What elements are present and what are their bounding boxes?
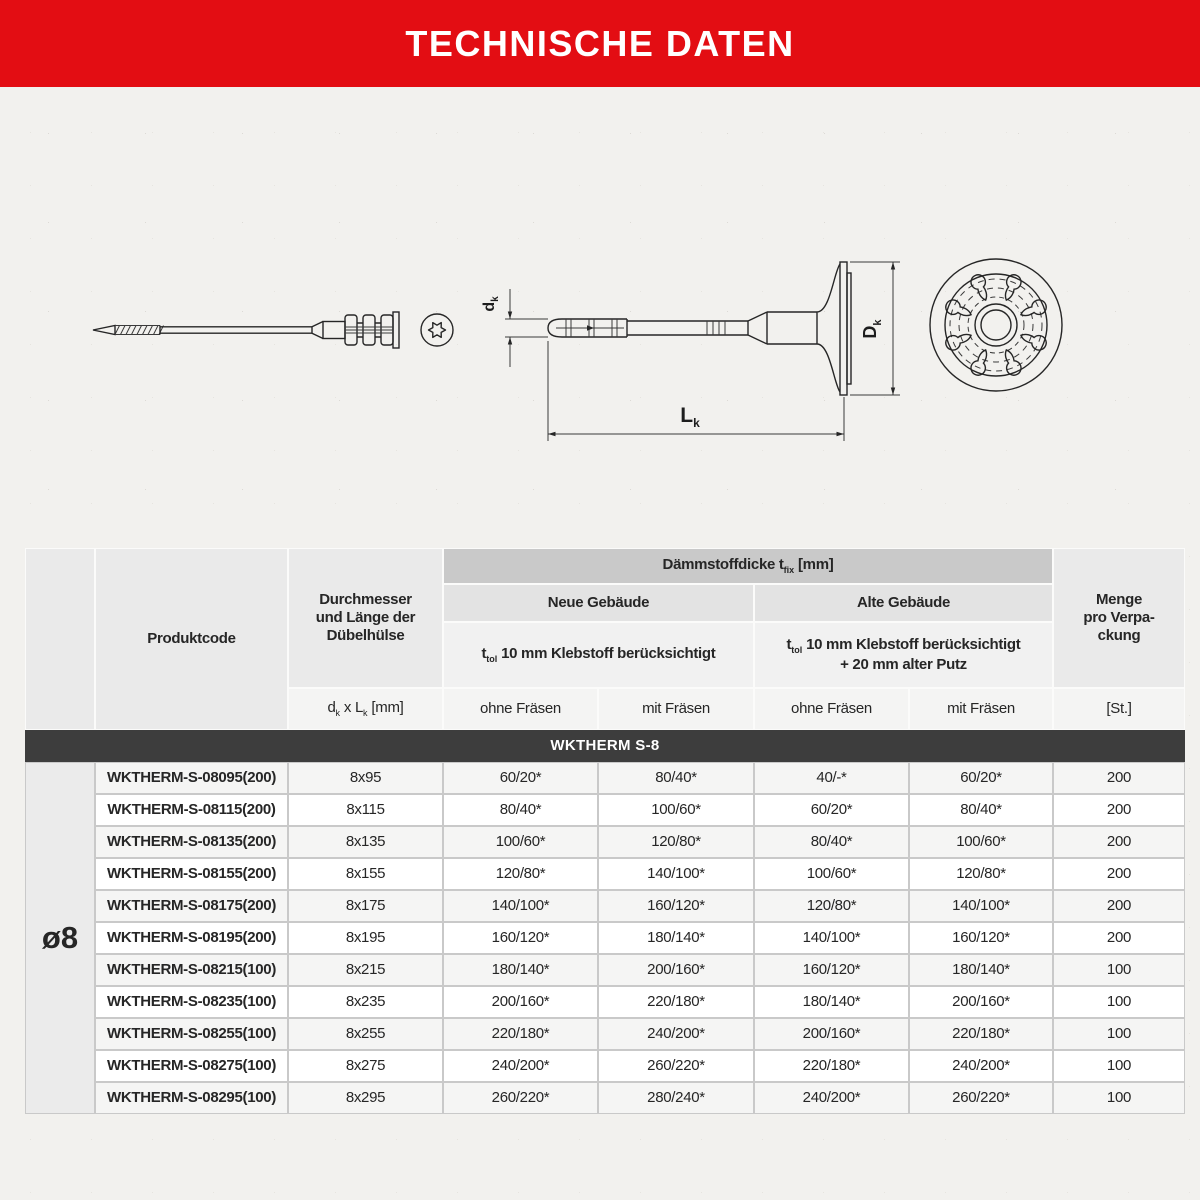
qty-cell: 100: [1053, 1018, 1185, 1050]
group-band-wktherm-s8: WKTHERM S-8: [25, 730, 1185, 762]
Lk-label: L: [680, 404, 694, 427]
plate-top-view-drawing: [922, 252, 1072, 400]
technical-data-table: [25, 548, 1185, 1114]
size-cell: 8x215: [288, 954, 443, 986]
svg-text:dk: $d_k$: [481, 296, 501, 312]
value-cell: 100/60*: [443, 826, 598, 858]
qty-cell: 200: [1053, 890, 1185, 922]
header-mit-fraesen-alt: mit Fräsen: [909, 688, 1053, 730]
size-cell: 8x255: [288, 1018, 443, 1050]
dimension-Lk: [548, 341, 844, 441]
value-cell: 200/160*: [443, 986, 598, 1018]
dowel-outline-icon: [548, 262, 851, 395]
product-code-cell: WKTHERM-S-08255(100): [95, 1018, 288, 1050]
value-cell: 160/120*: [909, 922, 1053, 954]
header-ttol-alt: $t_{tol}$ 10 mm Klebstoff berücksichtigt + 20 mm alter Putz: [754, 622, 1053, 688]
dowel-dimension-drawing: [478, 242, 918, 472]
plate-face-icon: [930, 259, 1062, 391]
value-cell: 140/100*: [909, 890, 1053, 922]
header-menge: Menge pro Verpa- ckung: [1053, 548, 1185, 688]
value-cell: 220/180*: [443, 1018, 598, 1050]
value-cell: 240/200*: [754, 1082, 909, 1114]
header-daemmstoffdicke: Dämmstoffdicke $t_{fix}$ [mm]: [443, 548, 1053, 584]
size-cell: 8x175: [288, 890, 443, 922]
value-cell: 60/20*: [443, 762, 598, 794]
header-st-unit: [St.]: [1053, 688, 1185, 730]
product-code-cell: WKTHERM-S-08175(200): [95, 890, 288, 922]
value-cell: 140/100*: [443, 890, 598, 922]
value-cell: 120/80*: [443, 858, 598, 890]
value-cell: 80/40*: [909, 794, 1053, 826]
product-code-cell: WKTHERM-S-08115(200): [95, 794, 288, 826]
dk-label: d: [481, 301, 498, 312]
size-cell: 8x135: [288, 826, 443, 858]
value-cell: 100/60*: [909, 826, 1053, 858]
header-alte-gebaeude: Alte Gebäude: [754, 584, 1053, 622]
size-cell: 8x155: [288, 858, 443, 890]
product-code-cell: WKTHERM-S-08195(200): [95, 922, 288, 954]
value-cell: 80/40*: [754, 826, 909, 858]
Dk-label: D: [860, 325, 880, 339]
dimension-dk: [481, 289, 548, 367]
qty-cell: 200: [1053, 762, 1185, 794]
screw-outline-icon: [93, 312, 399, 348]
size-cell: 8x275: [288, 1050, 443, 1082]
screw-side-view-drawing: [85, 292, 475, 372]
product-code-cell: WKTHERM-S-08295(100): [95, 1082, 288, 1114]
value-cell: 160/120*: [443, 922, 598, 954]
value-cell: 200/160*: [598, 954, 754, 986]
product-code-cell: WKTHERM-S-08275(100): [95, 1050, 288, 1082]
qty-cell: 200: [1053, 794, 1185, 826]
qty-cell: 200: [1053, 922, 1185, 954]
value-cell: 180/140*: [443, 954, 598, 986]
header-corner-cell: [25, 548, 95, 730]
value-cell: 180/140*: [909, 954, 1053, 986]
value-cell: 140/100*: [754, 922, 909, 954]
product-code-cell: WKTHERM-S-08155(200): [95, 858, 288, 890]
value-cell: 80/40*: [443, 794, 598, 826]
value-cell: 280/240*: [598, 1082, 754, 1114]
product-code-cell: WKTHERM-S-08135(200): [95, 826, 288, 858]
product-code-cell: WKTHERM-S-08095(200): [95, 762, 288, 794]
value-cell: 200/160*: [754, 1018, 909, 1050]
value-cell: 120/80*: [754, 890, 909, 922]
product-code-cell: WKTHERM-S-08235(100): [95, 986, 288, 1018]
value-cell: 200/160*: [909, 986, 1053, 1018]
header-ohne-fraesen-alt: ohne Fräsen: [754, 688, 909, 730]
header-ttol-neu: $t_{tol}$ 10 mm Klebstoff berücksichtigt: [443, 622, 754, 688]
header-neue-gebaeude: Neue Gebäude: [443, 584, 754, 622]
header-dk-x-lk: $d_k$ x $L_k$ [mm]: [288, 688, 443, 730]
value-cell: 220/180*: [754, 1050, 909, 1082]
value-cell: 260/220*: [598, 1050, 754, 1082]
diameter-label-cell: ø8: [25, 762, 95, 1114]
value-cell: 160/120*: [598, 890, 754, 922]
value-cell: 260/220*: [443, 1082, 598, 1114]
value-cell: 120/80*: [909, 858, 1053, 890]
qty-cell: 100: [1053, 1082, 1185, 1114]
header-ohne-fraesen-neu: ohne Fräsen: [443, 688, 598, 730]
value-cell: 140/100*: [598, 858, 754, 890]
value-cell: 160/120*: [754, 954, 909, 986]
value-cell: 240/200*: [909, 1050, 1053, 1082]
value-cell: 260/220*: [909, 1082, 1053, 1114]
header-produktcode: Produktcode: [95, 548, 288, 730]
value-cell: 40/-*: [754, 762, 909, 794]
svg-text:Lk: $L_k$: [680, 404, 700, 430]
header-durchmesser: Durchmesser und Länge der Dübelhülse: [288, 548, 443, 688]
value-cell: 240/200*: [598, 1018, 754, 1050]
value-cell: 180/140*: [754, 986, 909, 1018]
value-cell: 220/180*: [598, 986, 754, 1018]
qty-cell: 100: [1053, 954, 1185, 986]
size-cell: 8x195: [288, 922, 443, 954]
qty-cell: 100: [1053, 1050, 1185, 1082]
qty-cell: 200: [1053, 826, 1185, 858]
dimension-Dk: [850, 262, 900, 395]
torx-recess-icon: [421, 314, 453, 346]
value-cell: 180/140*: [598, 922, 754, 954]
qty-cell: 100: [1053, 986, 1185, 1018]
value-cell: 100/60*: [598, 794, 754, 826]
value-cell: 220/180*: [909, 1018, 1053, 1050]
qty-cell: 200: [1053, 858, 1185, 890]
svg-text:Dk: $D_k$: [860, 319, 884, 339]
value-cell: 80/40*: [598, 762, 754, 794]
size-cell: 8x115: [288, 794, 443, 826]
size-cell: 8x95: [288, 762, 443, 794]
size-cell: 8x235: [288, 986, 443, 1018]
product-code-cell: WKTHERM-S-08215(100): [95, 954, 288, 986]
value-cell: 60/20*: [754, 794, 909, 826]
page-title: TECHNISCHE DATEN: [405, 22, 795, 64]
value-cell: 100/60*: [754, 858, 909, 890]
value-cell: 60/20*: [909, 762, 1053, 794]
size-cell: 8x295: [288, 1082, 443, 1114]
value-cell: 240/200*: [443, 1050, 598, 1082]
value-cell: 120/80*: [598, 826, 754, 858]
header-mit-fraesen-neu: mit Fräsen: [598, 688, 754, 730]
page-title-banner: [0, 0, 1200, 87]
